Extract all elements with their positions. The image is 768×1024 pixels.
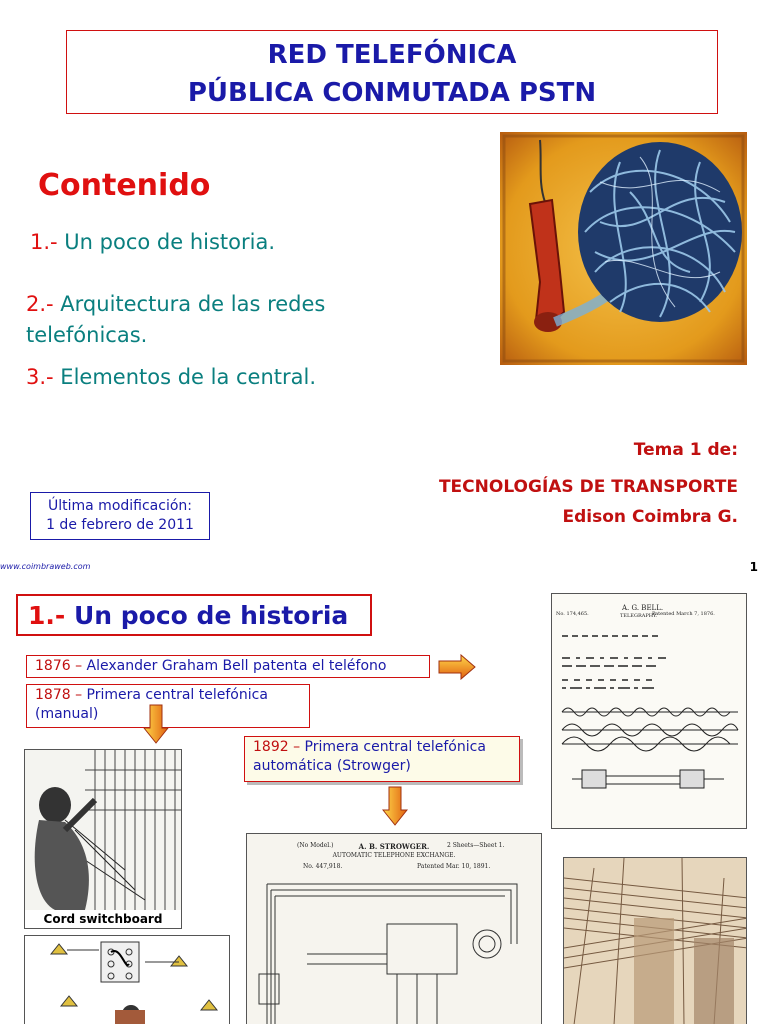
history-heading-text: Un poco de historia — [65, 601, 349, 630]
title-line-1: RED TELEFÓNICA — [267, 40, 517, 70]
toc-item-2-text: Arquitectura de las redes — [53, 292, 326, 316]
bell-patent-image — [551, 593, 747, 829]
event-1876-text: Alexander Graham Bell patenta el teléfono — [82, 658, 387, 674]
switchboard-caption: Cord switchboard — [43, 912, 163, 926]
toc-item-1-text: Un poco de historia. — [57, 230, 276, 254]
toc-item-3-text: Elementos de la central. — [53, 365, 317, 389]
event-1892-text: Primera central telefónica — [300, 739, 486, 755]
toc-item-2-number: 2.- — [26, 292, 54, 316]
toc-item-3 — [26, 365, 316, 389]
arrow-down-icon — [143, 704, 169, 744]
contenido-heading: Contenido — [38, 168, 211, 203]
switching-diagram — [25, 936, 230, 1024]
history-heading — [16, 594, 372, 636]
city-wires-drawing — [564, 858, 747, 1024]
toc-item-3-number: 3.- — [26, 365, 54, 389]
arrow-down-icon — [382, 786, 408, 826]
title-line-2: PÚBLICA CONMUTADA PSTN — [187, 78, 597, 108]
event-1892 — [244, 736, 520, 782]
arrow-right-icon — [437, 654, 477, 680]
strowger-number: No. 447,918. — [303, 863, 343, 870]
strowger-title: AUTOMATIC TELEPHONE EXCHANGE. — [332, 852, 456, 859]
page-number: 1 — [749, 560, 758, 574]
telephone-cables-illustration — [500, 132, 747, 365]
strowger-sheets: 2 Sheets—Sheet 1. — [447, 842, 505, 849]
history-heading-number: 1.- — [28, 601, 66, 630]
bell-patent-subject: TELEGRAPHY. — [620, 613, 658, 619]
toc-item-2-text-cont: telefónicas. — [26, 323, 148, 347]
strowger-patent-image — [246, 833, 542, 1024]
strowger-model: (No Model.) — [297, 842, 334, 849]
author-name: Edison Coimbra G. — [562, 507, 738, 527]
event-1878-text-cont: (manual) — [35, 706, 99, 722]
switching-diagram-image — [24, 935, 230, 1024]
event-1878-text: Primera central telefónica — [82, 687, 268, 703]
website-url[interactable]: www.coimbraweb.com — [0, 562, 91, 571]
strowger-date: Patented Mar. 10, 1891. — [417, 863, 491, 870]
city-telephone-wires-image — [563, 857, 747, 1024]
strowger-drawing — [247, 834, 542, 1024]
toc-item-1 — [30, 230, 275, 254]
bell-patent-drawing — [552, 594, 747, 829]
event-1876 — [26, 655, 430, 678]
bell-patent-date: Patented March 7, 1876. — [652, 611, 715, 617]
toc-item-1-number: 1.- — [30, 230, 58, 254]
bell-patent-number: No. 174,465. — [556, 611, 589, 617]
switchboard-drawing — [25, 750, 182, 929]
last-modified-label: Última modificación: — [48, 498, 192, 514]
event-1892-year: 1892 – — [253, 739, 301, 755]
event-1878-year: 1878 – — [35, 687, 83, 703]
course-name: TECNOLOGÍAS DE TRANSPORTE — [438, 477, 738, 497]
toc-item-2 — [26, 289, 325, 351]
strowger-name: A. B. STROWGER. — [358, 842, 430, 851]
bell-patent-name: A. G. BELL. — [622, 604, 664, 612]
tema-label: Tema 1 de: — [633, 440, 738, 460]
slide-title-box — [66, 30, 718, 114]
event-1876-year: 1876 – — [35, 658, 83, 674]
cord-switchboard-image — [24, 749, 182, 929]
event-1892-text-cont: automática (Strowger) — [253, 758, 411, 774]
last-modified-box — [30, 492, 210, 540]
last-modified-date: 1 de febrero de 2011 — [46, 517, 194, 533]
